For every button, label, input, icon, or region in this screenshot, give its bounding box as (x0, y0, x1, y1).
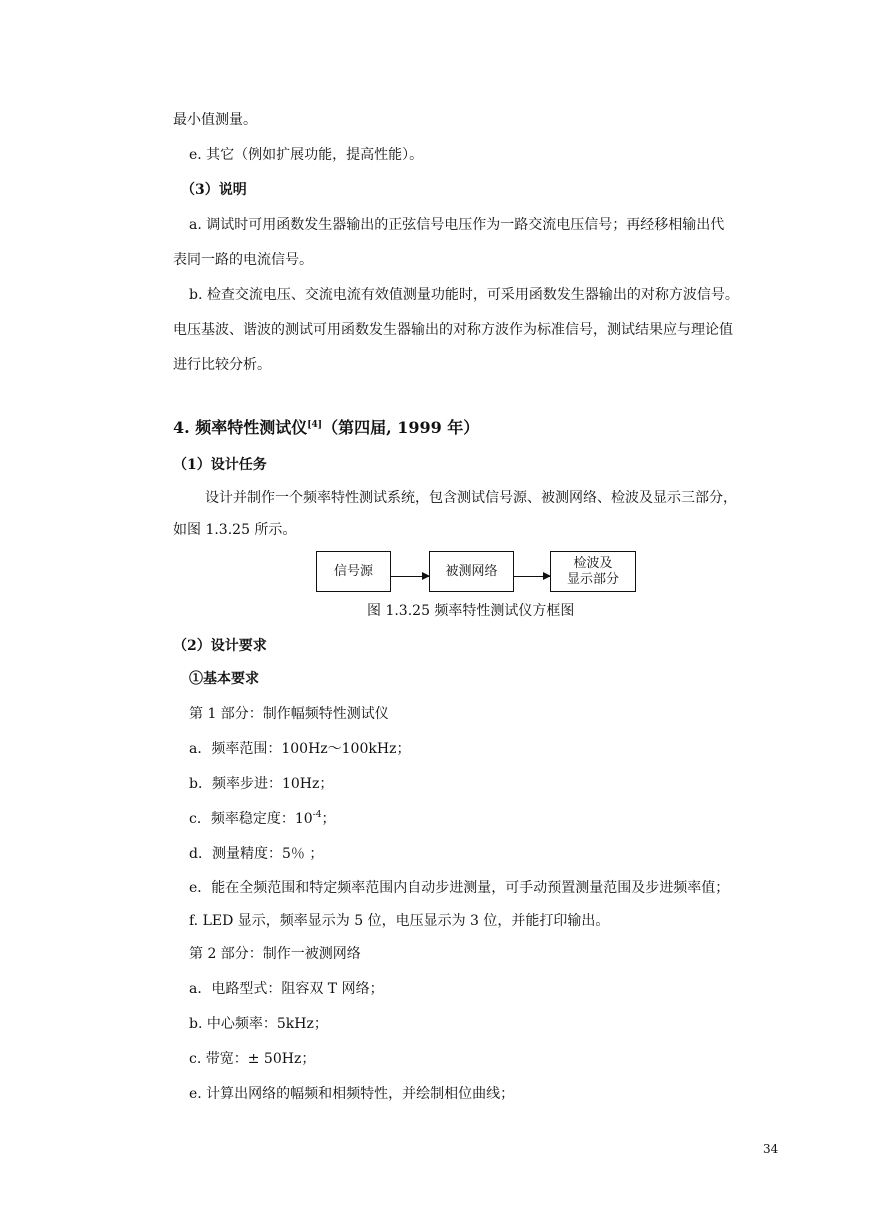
detector-display-box (550, 551, 636, 592)
reference-marker: [4] (307, 420, 323, 430)
box-label: 显示部分 (566, 571, 619, 587)
box-label: 被测网络 (445, 563, 498, 579)
arrow-icon (391, 576, 429, 577)
text-line: f. LED 显示，频率显示为 5 位，电压显示为 3 位，并能打印输出。 (189, 913, 610, 929)
text-line: e．能在全频范围和特定频率范围内自动步进测量，可手动预置测量范围及步进频率值； (189, 880, 730, 896)
text-line: e. 其它（例如扩展功能，提高性能）。 (189, 147, 424, 163)
subheading-explanation: （3）说明 (181, 182, 247, 198)
text-line: e. 计算出网络的幅频和相频特性，并绘制相位曲线； (189, 1086, 515, 1102)
network-under-test-box (429, 551, 514, 592)
section-title-tail: （第四届, 1999 年） (322, 418, 480, 437)
subheading-basic: ①基本要求 (189, 671, 259, 687)
text-line: a．电路型式：阻容双 T 网络； (189, 981, 384, 997)
page-number: 34 (763, 1142, 779, 1156)
subheading-design-task: （1）设计任务 (173, 457, 267, 473)
text-line: c. 带宽：± 50Hz； (189, 1051, 316, 1067)
signal-source-box (316, 551, 391, 592)
exponent: -4 (312, 810, 322, 820)
text-line: a．频率范围：100Hz～100kHz； (189, 741, 411, 757)
text-line: 表同一路的电流信号。 (173, 252, 313, 268)
text-line: 第 1 部分：制作幅频特性测试仪 (189, 706, 389, 722)
text-line: b．频率步进：10Hz； (189, 776, 334, 792)
section-heading (173, 418, 479, 438)
text-line: b. 检查交流电压、交流电流有效值测量功能时，可采用函数发生器输出的对称方波信号。 (189, 287, 739, 303)
section-title: 4. 频率特性测试仪 (173, 418, 308, 437)
text-line (189, 809, 335, 829)
text-line: 电压基波、谐波的测试可用函数发生器输出的对称方波作为标准信号，测试结果应与理论值 (173, 322, 733, 338)
text-line: d．测量精度：5％ ； (189, 846, 324, 862)
text-line: b. 中心频率：5kHz； (189, 1016, 328, 1032)
text-line: 进行比较分析。 (173, 357, 271, 373)
text-line: 第 2 部分：制作一被测网络 (189, 946, 361, 962)
arrow-icon (514, 576, 550, 577)
text-line: a. 调试时可用函数发生器输出的正弦信号电压作为一路交流电压信号；再经移相输出代 (189, 217, 725, 233)
text-line: 设计并制作一个频率特性测试系统，包含测试信号源、被测网络、检波及显示三部分， (205, 490, 737, 506)
figure-caption: 图 1.3.25 频率特性测试仪方框图 (367, 603, 575, 619)
subheading-requirements: （2）设计要求 (173, 638, 267, 654)
text-line: 如图 1.3.25 所示。 (173, 522, 297, 538)
box-label: 检波及 (573, 555, 613, 571)
punctuation: ； (321, 811, 336, 827)
box-label: 信号源 (333, 563, 373, 579)
text-line: 最小值测量。 (173, 112, 257, 128)
stability-label: c．频率稳定度：10 (189, 811, 313, 827)
